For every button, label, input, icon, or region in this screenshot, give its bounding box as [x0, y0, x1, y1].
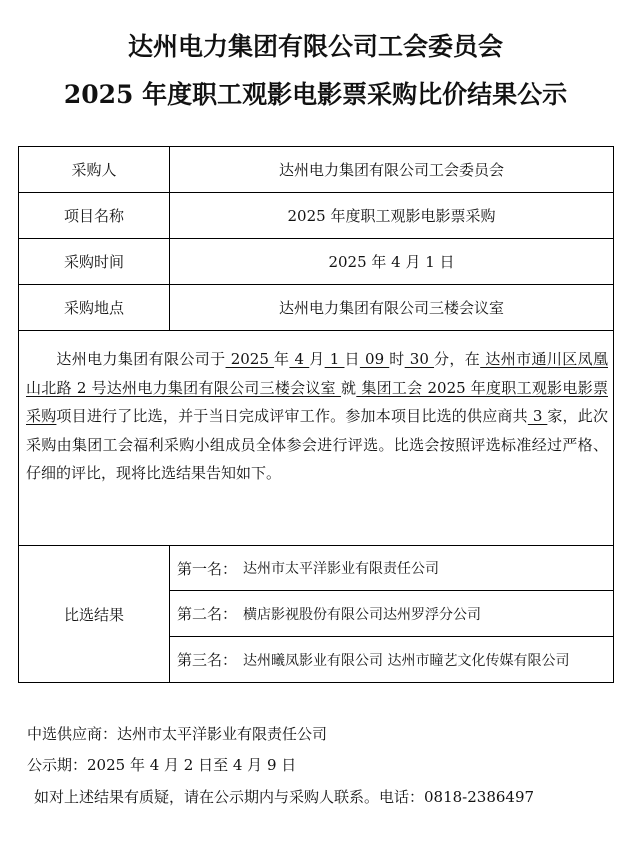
date-month: 4: [289, 350, 310, 368]
value-purchase-time: 2025 年 4 月 1 日: [328, 253, 455, 271]
date-year: 2025: [225, 350, 275, 368]
result-rank-1: [177, 546, 439, 590]
label-purchaser: 采购人: [71, 161, 117, 179]
label-purchase-location: 采购地点: [63, 299, 124, 317]
page-title-line1: 达州电力集团有限公司工会委员会: [127, 32, 503, 61]
label-project-name: 项目名称: [63, 207, 124, 225]
rank-company: 横店影视股份有限公司达州罗浮分公司: [243, 606, 482, 623]
label-purchase-time: 采购时间: [63, 253, 124, 271]
rank-company: 达州曦凤影业有限公司 达州市瞳艺文化传媒有限公司: [243, 652, 570, 669]
rank-label: 第一名：: [177, 559, 238, 578]
time-minute: 30: [404, 350, 435, 368]
rank-company: 达州市太平洋影业有限责任公司: [243, 561, 440, 577]
selected-supplier: 中选供应商：达州市太平洋影业有限责任公司: [27, 725, 328, 743]
value-project-name: 2025 年度职工观影电影票采购: [287, 207, 496, 225]
contact-notice: 如对上述结果有质疑，请在公示期内与采购人联系。电话：0818-2386497: [34, 788, 535, 806]
project-reference: 集团工会 2025 年度职工观影电影票采购: [26, 378, 608, 425]
time-hour: 09: [359, 350, 390, 368]
date-day: 1: [324, 350, 345, 368]
meeting-location: 达州市通川区凤凰山北路 2 号达州电力集团有限公司三楼会议室: [26, 350, 608, 397]
value-purchaser: 达州电力集团有限公司工会委员会: [278, 161, 504, 179]
rank-label: 第三名：: [177, 651, 238, 669]
rank-label: 第二名：: [177, 605, 238, 623]
results-label: 比选结果: [63, 605, 124, 624]
supplier-count: 3: [527, 407, 548, 425]
publicity-period: 公示期：2025 年 4 月 2 日至 4 月 9 日: [27, 756, 297, 774]
description-paragraph: 达州电力集团有限公司于 2025 年 4 月 1 日 09 时 30 分，在 达州市通川区凤凰山北路 2 号达州电力集团有限公司三楼会议室 就 集团工会 2025 年度职工观影电影票采购项目进行了比选，并于当日完成评审工作。参加本项目比选的供应商共 3 家，此次采购由集团工会福利采购小组成员全体参会进行评选。比选会按照评选标准经过严格、仔细的评比，现将比选结果告知如下。: [26, 350, 608, 482]
result-rank-2: [177, 591, 481, 636]
page-title-line2: 2025 年度职工观影电影票采购比价结果公示: [63, 80, 568, 109]
value-purchase-location: 达州电力集团有限公司三楼会议室: [278, 299, 504, 317]
result-rank-3: [177, 637, 569, 682]
